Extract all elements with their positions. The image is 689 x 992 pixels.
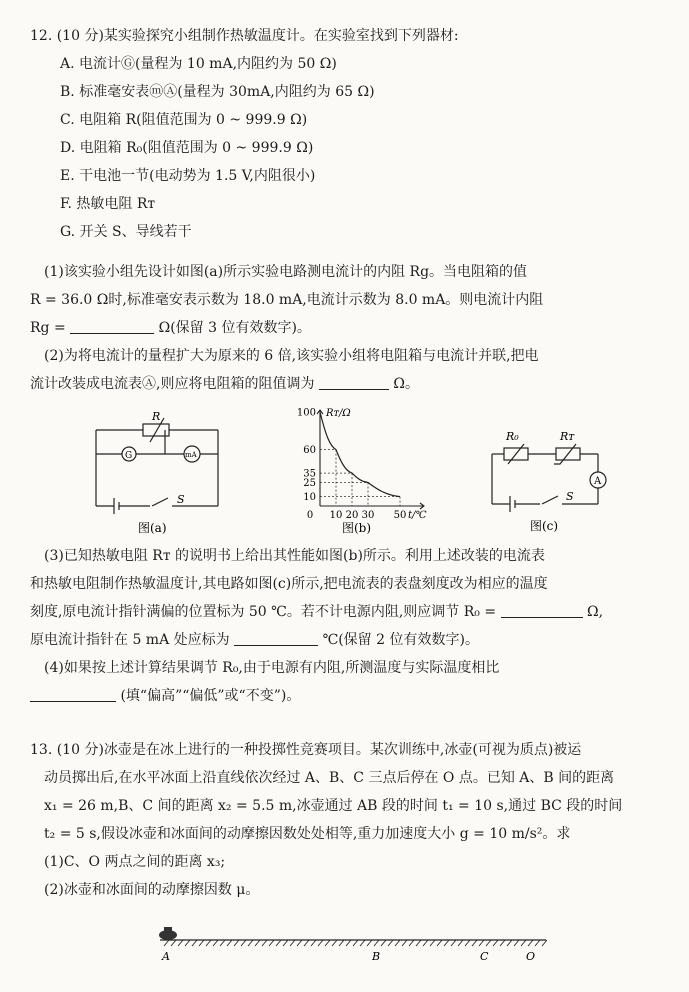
fig-b-x-ticks <box>307 510 407 521</box>
hatch-line <box>234 940 239 946</box>
hatch-line <box>479 940 484 946</box>
hatch-line <box>423 940 428 946</box>
hatch-line <box>367 940 372 946</box>
hatch-line <box>255 940 260 946</box>
answer-blank-compare <box>30 687 116 702</box>
hatch-line <box>409 940 414 946</box>
hatch-line <box>500 940 505 946</box>
fig-b-ylabel: Rᴛ/Ω <box>326 408 351 419</box>
hatch-line <box>402 940 407 946</box>
hatch-line <box>486 940 491 946</box>
point-o-label: O <box>526 950 536 963</box>
q12-p3-line3 <box>30 602 603 622</box>
q12-p3-line1: (3)已知热敏电阻 Rᴛ 的说明书上给出其性能如图(b)所示。利用上述改装的电流表 <box>44 548 545 564</box>
hatch-line <box>241 940 246 946</box>
fig-b-xlabel: t/℃ <box>408 510 427 521</box>
hatch-line <box>318 940 323 946</box>
figure-b-chart <box>282 402 442 536</box>
fig-b-y-tick: 35 <box>303 468 316 480</box>
q12-p3-r0-unit: Ω, <box>586 604 604 620</box>
q13-line4: t₂ = 5 s,假设冰壶和冰面间的动摩擦因数处处相等,重力加速度大小 g = 10 m/s²。求 <box>44 826 571 842</box>
q13-line2: 动员掷出后,在水平冰面上沿直线依次经过 A、B、C 三点后停在 O 点。已知 A、B 间的距离 <box>44 770 615 786</box>
fig-a-label-g: G <box>125 451 133 461</box>
q12-p1-line1: (1)该实验小组先设计如图(a)所示实验电路测电流计的内阻 Rg。当电阻箱的值 <box>44 264 528 280</box>
q12-item-4: D. 电阻箱 R₀(阻值范围为 0 ~ 999.9 Ω) <box>60 140 314 156</box>
hatch-line <box>542 940 547 946</box>
hatch-line <box>388 940 393 946</box>
hatch-line <box>206 940 211 946</box>
answer-blank-temp <box>234 631 318 646</box>
q12-item-3: C. 电阻箱 R(阻值范围为 0 ~ 999.9 Ω) <box>60 112 308 128</box>
hatch-line <box>297 940 302 946</box>
fig-c-label-s: S <box>566 490 574 503</box>
hatch-line <box>220 940 225 946</box>
q13-sub1: (1)C、O 两点之间的距离 x₃; <box>44 854 226 870</box>
q12-p1-line2: R = 36.0 Ω时,标准毫安表示数为 18.0 mA,电流计示数为 8.0 mA。则电流计内阻 <box>30 292 544 308</box>
figure-a-circuit <box>88 408 228 536</box>
hatch-line <box>437 940 442 946</box>
hatch-line <box>269 940 274 946</box>
fig-b-y-tick: 60 <box>303 445 316 457</box>
q13-line3: x₁ = 26 m,B、C 间的距离 x₂ = 5.5 m,冰壶通过 AB 段的时间 t₁ = 10 s,通过 BC 段的时间 <box>44 798 623 814</box>
q12-p3-line2: 和热敏电阻制作热敏温度计,其电路如图(c)所示,把电流表的表盘刻度改为相应的温度 <box>30 576 548 592</box>
hatch-line <box>528 940 533 946</box>
hatch-line <box>360 940 365 946</box>
fig-b-y-tick: 25 <box>303 478 316 489</box>
point-a-label: A <box>162 950 170 963</box>
q12-p4-line1: (4)如果按上述计算结果调节 R₀,由于电源有内阻,所测温度与实际温度相比 <box>44 660 500 676</box>
hatch-line <box>178 940 183 946</box>
q13-line1: 13. (10 分)冰壶是在冰上进行的一种投掷性竞赛项目。某次训练中,冰壶(可视为质点)被运 <box>30 742 582 758</box>
fig-b-curve <box>320 412 400 497</box>
fig-a-label-ma: mA <box>185 451 197 459</box>
fig-c-label-a: A <box>594 476 602 487</box>
hatch-line <box>493 940 498 946</box>
q12-title: 12. (10 分)某实验探究小组制作热敏温度计。在实验室找到下列器材: <box>30 28 459 44</box>
q12-p3-temp-text: 原电流计指针在 5 mA 处应标为 <box>30 632 230 648</box>
fig-b-x-tick: 0 <box>306 510 314 521</box>
answer-blank-rg <box>70 319 154 334</box>
hatch-line <box>227 940 232 946</box>
q12-item-7: G. 开关 S、导线若干 <box>60 224 192 240</box>
answer-blank-r0 <box>501 603 583 618</box>
q12-p4-hint: (填“偏高”“偏低”或“不变”)。 <box>120 688 301 704</box>
q12-p3-r0-text: 刻度,原电流计指针满偏的位置标为 50 ℃。若不计电源内阻,则应调节 R₀ = <box>30 604 497 620</box>
fig-b-x-tick: 50 <box>393 510 407 521</box>
fig-b-y-tick: 100 <box>296 407 316 419</box>
q12-item-6: F. 热敏电阻 Rᴛ <box>60 196 156 212</box>
q12-item-1: A. 电流计Ⓖ(量程为 10 mA,内阻约为 50 Ω) <box>60 56 337 72</box>
hatch-line <box>213 940 218 946</box>
hatch-line <box>514 940 519 946</box>
hatch-line <box>374 940 379 946</box>
hatch-line <box>507 940 512 946</box>
hatch-line <box>465 940 470 946</box>
hatch-line <box>472 940 477 946</box>
fig-a-label-s: S <box>177 493 185 506</box>
q12-p1-line3 <box>30 318 311 338</box>
q12-p2-line2 <box>30 374 419 394</box>
q12-p2-text: 流计改装成电流表Ⓐ,则应将电阻箱的阻值调为 <box>30 376 315 392</box>
hatch-line <box>346 940 351 946</box>
fig-b-y-ticks <box>297 408 316 504</box>
hatch-line <box>192 940 197 946</box>
hatch-line <box>311 940 316 946</box>
fig-c-label-rt: Rᴛ <box>560 430 575 443</box>
hatch-line <box>171 940 176 946</box>
q12-p3-line4 <box>30 630 479 650</box>
q12-p1-rg-label: Rg = <box>30 320 66 336</box>
point-b-label: B <box>372 950 381 963</box>
q12-item-5: E. 干电池一节(电动势为 1.5 V,内阻很小) <box>60 168 316 184</box>
curling-stone-handle <box>164 927 172 931</box>
hatch-line <box>416 940 421 946</box>
hatch-line <box>164 940 169 946</box>
q12-p2-unit: Ω。 <box>393 376 419 392</box>
fig-c-label-r0: R₀ <box>506 430 519 443</box>
q12-item-2: B. 标准毫安表ⓜⒶ(量程为 30mA,内阻约为 65 Ω) <box>60 84 375 100</box>
fig-b-caption: 图(b) <box>342 521 372 535</box>
hatch-line <box>458 940 463 946</box>
hatch-line <box>199 940 204 946</box>
fig-b-x-tick: 30 <box>361 510 375 521</box>
hatch-line <box>283 940 288 946</box>
hatch-line <box>353 940 358 946</box>
fig-b-x-tick: 10 <box>329 510 343 521</box>
hatch-line <box>185 940 190 946</box>
curling-stone-icon <box>159 930 177 940</box>
fig-a-caption: 图(a) <box>138 521 167 535</box>
hatch-line <box>248 940 253 946</box>
hatch-line <box>521 940 526 946</box>
fig-b-x-tick: 20 <box>345 510 359 521</box>
hatch-line <box>451 940 456 946</box>
hatch-line <box>304 940 309 946</box>
fig-b-dashed-guides <box>320 450 400 506</box>
curling-track-diagram <box>150 918 550 968</box>
hatch-line <box>290 940 295 946</box>
hatch-line <box>444 940 449 946</box>
q12-p3-temp-unit: ℃(保留 2 位有效数字)。 <box>322 632 479 648</box>
hatch-line <box>339 940 344 946</box>
hatch-line <box>535 940 540 946</box>
fig-a-label-r: R <box>152 410 161 423</box>
fig-c-caption: 图(c) <box>530 519 559 533</box>
hatch-line <box>430 940 435 946</box>
fig-b-y-tick: 10 <box>303 492 316 504</box>
answer-blank-shunt <box>319 375 389 390</box>
hatch-line <box>262 940 267 946</box>
hatch-line <box>395 940 400 946</box>
q13-sub2: (2)冰壶和冰面间的动摩擦因数 μ。 <box>44 882 260 898</box>
q12-p1-rg-unit: Ω(保留 3 位有效数字)。 <box>158 320 311 336</box>
hatch-line <box>325 940 330 946</box>
q12-p2-line1: (2)为将电流计的量程扩大为原来的 6 倍,该实验小组将电阻箱与电流计并联,把电 <box>44 348 539 364</box>
figure-c-circuit <box>482 426 622 536</box>
hatch-line <box>381 940 386 946</box>
q12-p4-line2 <box>30 686 300 706</box>
hatch-line <box>276 940 281 946</box>
point-c-label: C <box>480 950 489 963</box>
hatch-line <box>332 940 337 946</box>
ice-surface-hatching <box>164 940 547 946</box>
